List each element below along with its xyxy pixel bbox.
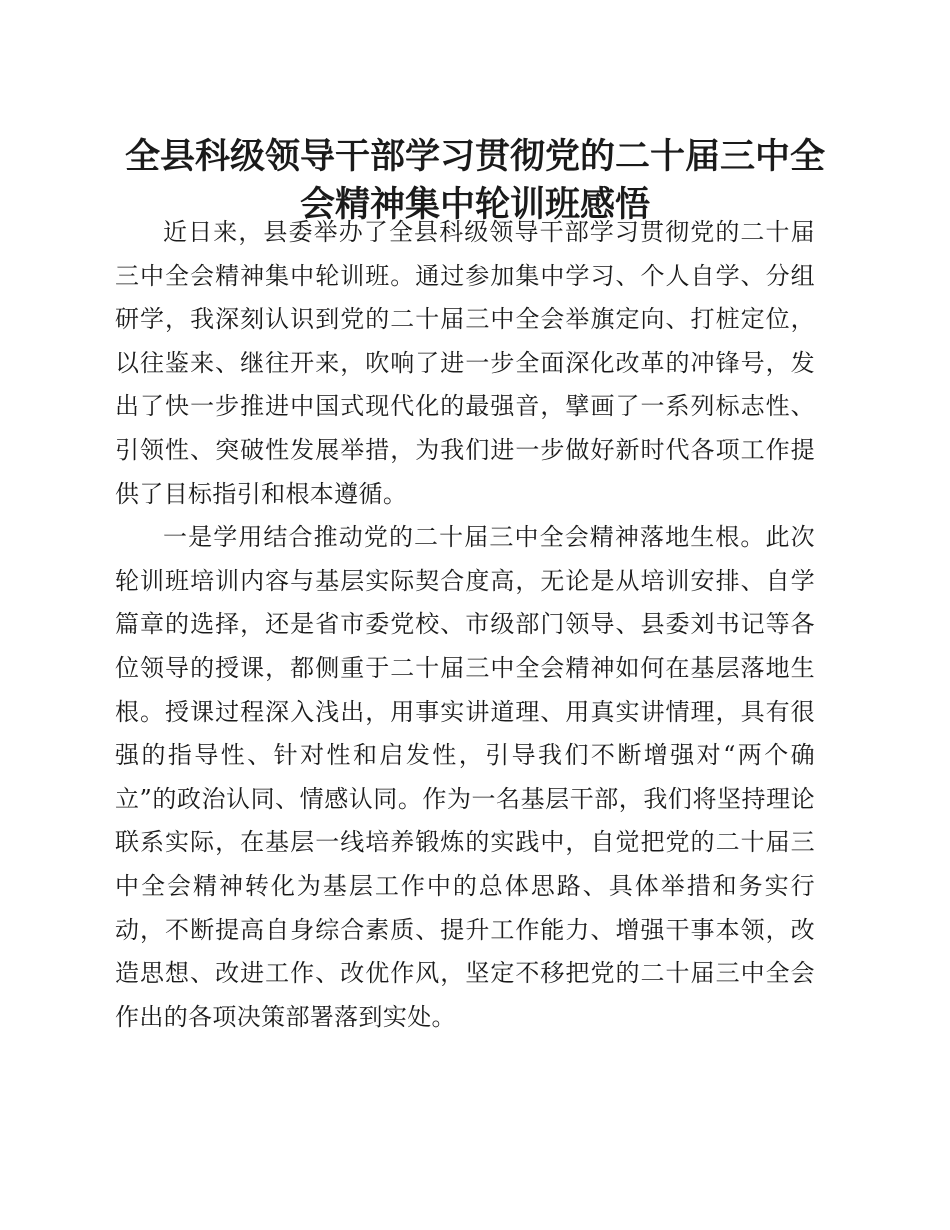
paragraph-intro: 近日来，县委举办了全县科级领导干部学习贯彻党的二十届三中全会精神集中轮训班。通过参加集中学习、个人自学、分组研学，我深刻认识到党的二十届三中全会举旗定向、打桩定位，以往鉴来、继往开来，吹响了进一步全面深化改革的冲锋号，发出了快一步推进中国式现代化的最强音，擘画了一系列标志性、引领性、突破性发展举措，为我们进一步做好新时代各项工作提供了目标指引和根本遵循。	[115, 218, 815, 508]
paragraph-point-one: 一是学用结合推动党的二十届三中全会精神落地生根。此次轮训班培训内容与基层实际契合度高，无论是从培训安排、自学篇章的选择，还是省市委党校、市级部门领导、县委刘书记等各位领导的授课，都侧重于二十届三中全会精神如何在基层落地生根。授课过程深入浅出，用事实讲道理、用真实讲情理，具有很强的指导性、针对性和启发性，引导我们不断增强对“两个确立”的政治认同、情感认同。作为一名基层干部，我们将坚持理论联系实际，在基层一线培养锻炼的实践中，自觉把党的二十届三中全会精神转化为基层工作中的总体思路、具体举措和务实行动，不断提高自身综合素质、提升工作能力、增强干事本领，改造思想、改进工作、改优作风，坚定不移把党的二十届三中全会作出的各项决策部署落到实处。	[115, 523, 815, 1031]
document-body	[115, 211, 815, 1039]
document-title: 全县科级领导干部学习贯彻党的二十届三中全会精神集中轮训班感悟	[124, 136, 825, 225]
